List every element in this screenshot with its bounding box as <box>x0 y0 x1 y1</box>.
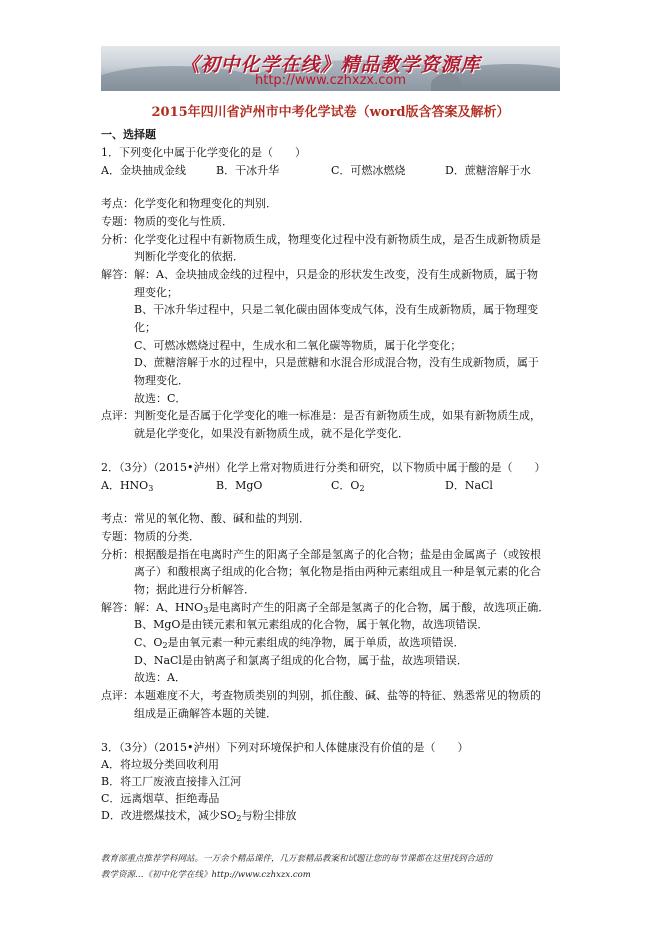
header-banner <box>101 46 560 91</box>
q1-kaodian: 考点：化学变化和物理变化的判别． <box>101 197 277 210</box>
q2-fenxi-line2: 离子）和酸根离子组成的化合物；氧化物是指由两种元素组成且一种是氧元素的化合 <box>134 565 541 578</box>
q1-jieda-line7: 物理变化． <box>134 374 189 387</box>
q1-zhuanti: 专题：物质的变化与性质． <box>101 215 233 228</box>
q2-jieda-line1: 解答：解：A、$HNO_3$是电离时产生的阳离子全部是氢离子的化合物，属于酸，故选项正确． <box>101 601 550 615</box>
document-title: 2015年四川省泸州市中考化学试卷（word版含答案及解析） <box>151 105 510 120</box>
q2-option-b: B．MgO <box>216 479 263 492</box>
q1-jieda-line1: 解答：解：A、金块抽成金线的过程中，只是金的形状发生改变，没有生成新物质，属于物 <box>101 268 538 281</box>
footer-line2: 教学资源…《初中化学在线》http://www.czhxzx.com <box>101 870 311 880</box>
q3-option-b: B．将工厂废液直接排入江河 <box>101 775 242 788</box>
q2-jieda-line2: B、MgO是由镁元素和氧元素组成的化合物，属于氧化物，故选项错误． <box>134 618 489 631</box>
q1-jieda-line2: 理变化； <box>134 286 178 299</box>
q2-zhuanti: 专题：物质的分类． <box>101 530 200 543</box>
q1-answer: 故选：C． <box>134 392 187 405</box>
q2-option-c: C．$O_2$ <box>331 479 365 493</box>
q1-dianping-line1: 点评：判断变化是否属于化学变化的唯一标准是：是否有新物质生成，如果有新物质生成， <box>101 409 541 422</box>
q3-option-c: C．远离烟草、拒绝毒品 <box>101 792 220 805</box>
q1-option-b: B．干冰升华 <box>216 164 280 177</box>
q1-jieda-line5: C、可燃冰燃烧过程中，生成水和二氧化碳等物质，属于化学变化； <box>134 339 462 352</box>
q1-option-d: D．蔗糖溶解于水 <box>445 164 531 177</box>
q2-dianping-line1: 点评：本题难度不大，考查物质类别的判别，抓住酸、碱、盐等的特征、熟悉常见的物质的 <box>101 689 541 702</box>
q2-dianping-line2: 组成是正确解答本题的关键． <box>134 707 277 720</box>
q1-jieda-line6: D、蔗糖溶解于水的过程中，只是蔗糖和水混合形成混合物，没有生成新物质，属于 <box>134 356 539 369</box>
section-heading: 一、选择题 <box>101 128 156 141</box>
q1-option-a: A．金块抽成金线 <box>101 164 186 177</box>
footer-line1: 教育部重点推荐学科网站。一万余个精品课件，几万套精品教案和试题让您的每节课都在这里找到合适的 <box>101 854 493 864</box>
q1-option-c: C．可燃冰燃烧 <box>331 164 406 177</box>
q2-jieda-line3: C、$O_2$是由氧元素一种元素组成的纯净物，属于单质，故选项错误． <box>134 636 465 650</box>
q2-jieda-line4: D、NaCl是由钠离子和氯离子组成的化合物，属于盐，故选项错误． <box>134 654 468 667</box>
q3-option-a: A．将垃圾分类回收利用 <box>101 758 219 771</box>
q2-fenxi-line3: 物；据此进行分析解答． <box>134 583 255 596</box>
q2-option-d: D．NaCl <box>445 479 493 492</box>
q2-kaodian: 考点：常见的氧化物、酸、碱和盐的判别． <box>101 512 310 525</box>
q1-jieda-line3: B、干冰升华过程中，只是二氧化碳由固体变成气体，没有生成新物质，属于物理变 <box>134 303 539 316</box>
q2-fenxi-line1: 分析：根据酸是指在电离时产生的阳离子全部是氢离子的化合物；盐是由金属离子（或铵根 <box>101 548 541 561</box>
q2-stem: 2．（3分）（2015•泸州）化学上常对物质进行分类和研究，以下物质中属于酸的是（ ） <box>101 461 546 474</box>
q2-option-a: A．$HNO_3$ <box>101 479 154 493</box>
q2-answer: 故选：A． <box>134 671 186 684</box>
q1-fenxi-line1: 分析：化学变化过程中有新物质生成，物理变化过程中没有新物质生成，是否生成新物质是 <box>101 233 541 246</box>
q1-fenxi-line2: 判断化学变化的依据． <box>134 250 244 263</box>
banner-title: 《初中化学在线》精品教学资源库 <box>180 54 481 76</box>
q3-stem: 3．（3分）（2015•泸州）下列对环境保护和人体健康没有价值的是（ ） <box>101 741 469 754</box>
q3-option-d: D．改进燃煤技术，减少$SO_2$与粉尘排放 <box>101 809 297 823</box>
q1-jieda-line4: 化； <box>134 321 156 334</box>
banner-url[interactable]: http://www.czhxzx.com <box>255 73 406 88</box>
q1-stem: 1．下列变化中属于化学变化的是（ ） <box>101 146 306 159</box>
q1-dianping-line2: 就是化学变化，如果没有新物质生成，就不是化学变化． <box>134 427 409 440</box>
